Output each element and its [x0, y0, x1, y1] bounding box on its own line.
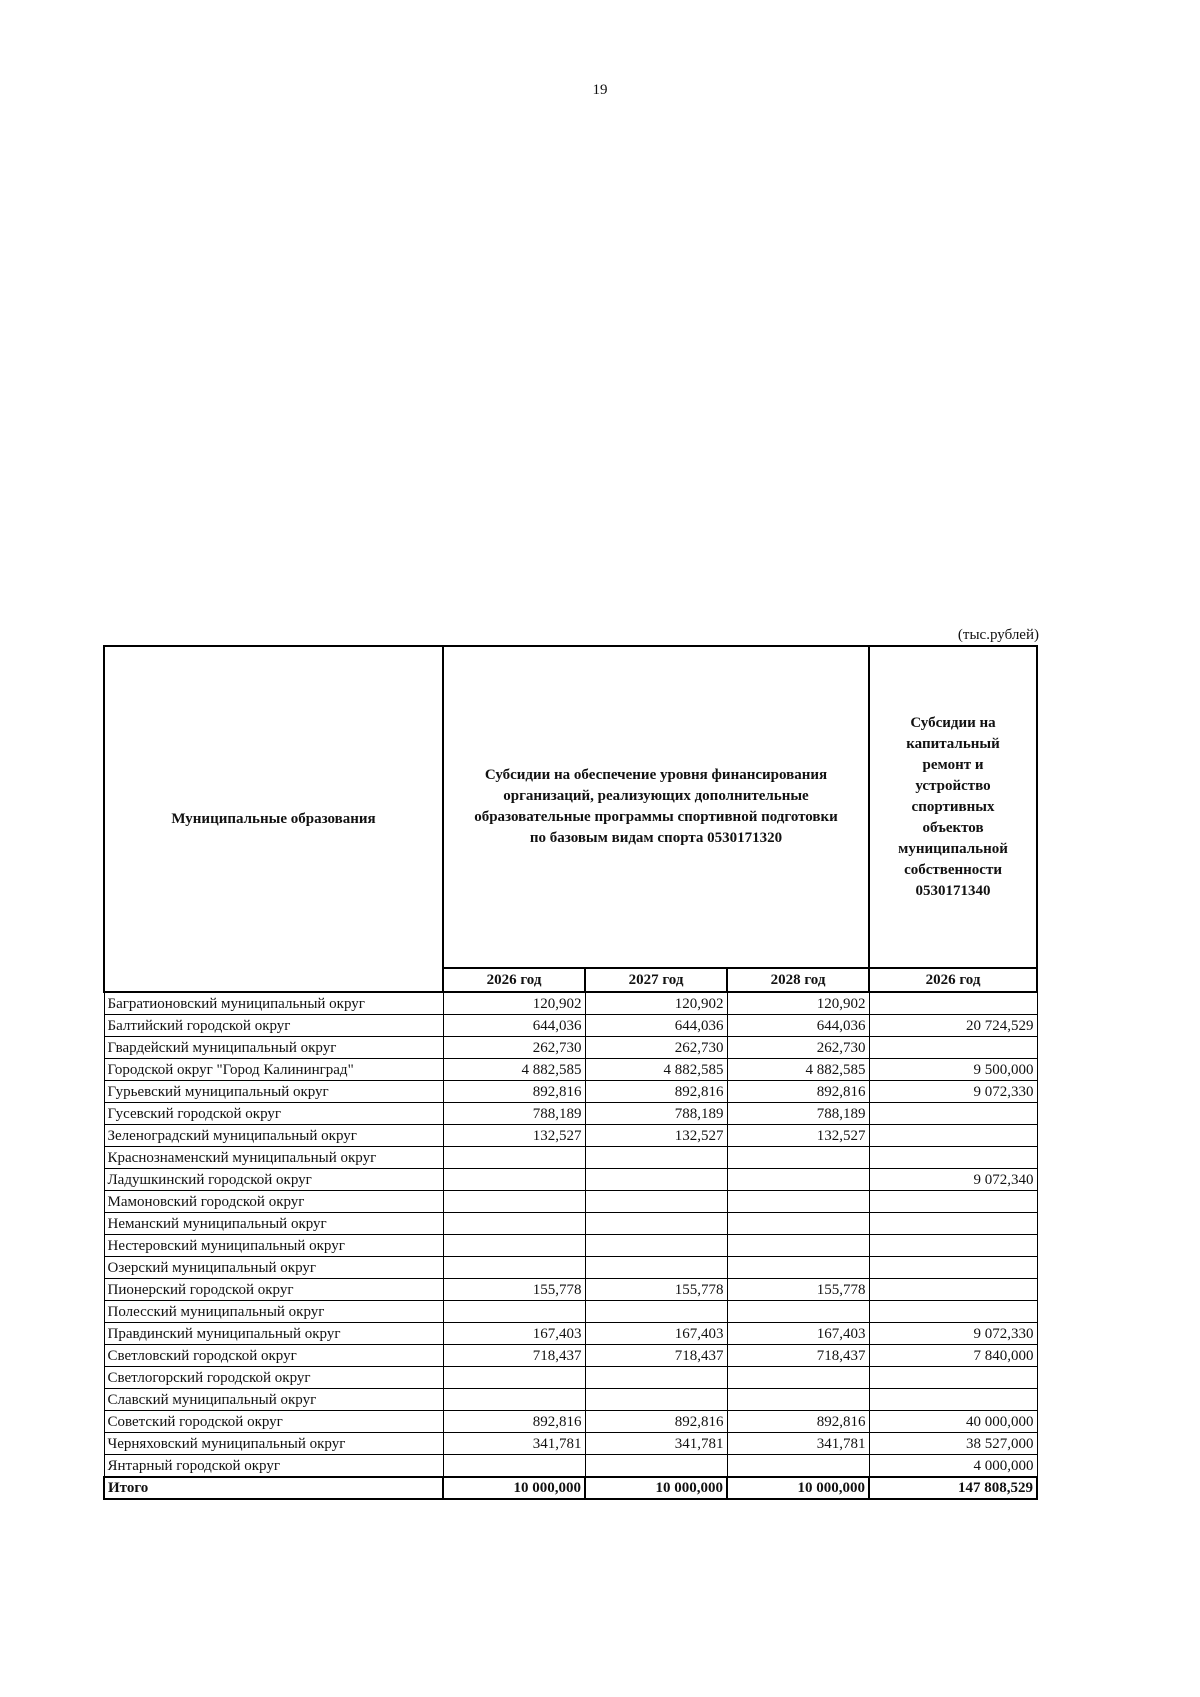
row-2027: 644,036 [585, 1015, 727, 1037]
row-capital-2026 [869, 1235, 1037, 1257]
row-2027 [585, 1235, 727, 1257]
total-capital-2026: 147 808,529 [869, 1477, 1037, 1499]
row-2028: 341,781 [727, 1433, 869, 1455]
row-capital-2026 [869, 1389, 1037, 1411]
row-2028: 132,527 [727, 1125, 869, 1147]
row-capital-2026 [869, 1125, 1037, 1147]
row-name: Правдинский муниципальный округ [104, 1323, 443, 1345]
row-2028 [727, 1389, 869, 1411]
header-year-2026: 2026 год [443, 968, 585, 992]
row-2027 [585, 1257, 727, 1279]
row-2027: 262,730 [585, 1037, 727, 1059]
row-2028: 120,902 [727, 992, 869, 1015]
row-2028: 167,403 [727, 1323, 869, 1345]
row-capital-2026: 4 000,000 [869, 1455, 1037, 1478]
table-row [104, 1389, 1037, 1411]
row-2028: 718,437 [727, 1345, 869, 1367]
table-row [104, 1037, 1037, 1059]
table-row [104, 1125, 1037, 1147]
table-body [104, 992, 1037, 1477]
total-label: Итого [104, 1477, 443, 1499]
row-name: Озерский муниципальный округ [104, 1257, 443, 1279]
row-2028 [727, 1213, 869, 1235]
row-2027 [585, 1213, 727, 1235]
row-2026: 167,403 [443, 1323, 585, 1345]
row-capital-2026: 20 724,529 [869, 1015, 1037, 1037]
row-capital-2026 [869, 1301, 1037, 1323]
row-2026 [443, 1367, 585, 1389]
row-capital-2026: 7 840,000 [869, 1345, 1037, 1367]
row-2028 [727, 1301, 869, 1323]
header-year-2028: 2028 год [727, 968, 869, 992]
row-2027 [585, 1455, 727, 1478]
row-2027: 341,781 [585, 1433, 727, 1455]
row-name: Янтарный городской округ [104, 1455, 443, 1478]
row-2027: 155,778 [585, 1279, 727, 1301]
row-2028: 892,816 [727, 1411, 869, 1433]
page-number: 19 [592, 82, 608, 98]
row-name: Балтийский городской округ [104, 1015, 443, 1037]
row-2026 [443, 1389, 585, 1411]
table-row [104, 1367, 1037, 1389]
row-name: Советский городской округ [104, 1411, 443, 1433]
row-name: Краснознаменский муниципальный округ [104, 1147, 443, 1169]
table-row [104, 1257, 1037, 1279]
row-name: Черняховский муниципальный округ [104, 1433, 443, 1455]
row-2026 [443, 1257, 585, 1279]
row-capital-2026 [869, 1103, 1037, 1125]
row-2026: 262,730 [443, 1037, 585, 1059]
subsidies-table [103, 645, 1038, 1500]
row-2026 [443, 1169, 585, 1191]
row-2028 [727, 1257, 869, 1279]
header-year-2027: 2027 год [585, 968, 727, 992]
table-row [104, 1455, 1037, 1478]
row-2026: 718,437 [443, 1345, 585, 1367]
row-capital-2026 [869, 1213, 1037, 1235]
row-name: Зеленоградский муниципальный округ [104, 1125, 443, 1147]
header-capital-repair-subsidy: Субсидии на капитальный ремонт и устройство спортивных объектов муниципальной собственности 0530171340 [869, 646, 1037, 968]
row-name: Мамоновский городской округ [104, 1191, 443, 1213]
row-capital-2026: 9 500,000 [869, 1059, 1037, 1081]
row-2026: 788,189 [443, 1103, 585, 1125]
row-2026 [443, 1455, 585, 1478]
row-2028: 155,778 [727, 1279, 869, 1301]
table-row [104, 1103, 1037, 1125]
row-2026: 644,036 [443, 1015, 585, 1037]
table-row [104, 1345, 1037, 1367]
units-label: (тыс.рублей) [957, 627, 1039, 643]
row-2026 [443, 1235, 585, 1257]
header-funding-subsidy: Субсидии на обеспечение уровня финансирования организаций, реализующих дополнительные образовательные программы спортивной подготовки по базовым видам спорта 0530171320 [443, 646, 869, 968]
row-2026: 155,778 [443, 1279, 585, 1301]
table-row [104, 1081, 1037, 1103]
row-capital-2026: 9 072,330 [869, 1081, 1037, 1103]
header-municipalities: Муниципальные образования [104, 646, 443, 992]
table-row [104, 1147, 1037, 1169]
row-2026 [443, 1213, 585, 1235]
table-row [104, 1213, 1037, 1235]
row-2026 [443, 1301, 585, 1323]
row-2027: 892,816 [585, 1081, 727, 1103]
table-row [104, 1411, 1037, 1433]
row-2026: 120,902 [443, 992, 585, 1015]
row-name: Светлогорский городской округ [104, 1367, 443, 1389]
table-row [104, 992, 1037, 1015]
total-2028: 10 000,000 [727, 1477, 869, 1499]
row-2027: 167,403 [585, 1323, 727, 1345]
table-row [104, 1169, 1037, 1191]
row-name: Славский муниципальный округ [104, 1389, 443, 1411]
row-capital-2026: 40 000,000 [869, 1411, 1037, 1433]
row-2026: 4 882,585 [443, 1059, 585, 1081]
row-2027 [585, 1147, 727, 1169]
row-2028 [727, 1367, 869, 1389]
table-row [104, 1015, 1037, 1037]
row-2027 [585, 1389, 727, 1411]
row-capital-2026 [869, 1279, 1037, 1301]
row-2028 [727, 1455, 869, 1478]
row-name: Багратионовский муниципальный округ [104, 992, 443, 1015]
row-2028 [727, 1147, 869, 1169]
total-2026: 10 000,000 [443, 1477, 585, 1499]
row-2028: 644,036 [727, 1015, 869, 1037]
row-name: Неманский муниципальный округ [104, 1213, 443, 1235]
row-2028: 262,730 [727, 1037, 869, 1059]
table-row [104, 1279, 1037, 1301]
row-2028: 4 882,585 [727, 1059, 869, 1081]
table-row [104, 1301, 1037, 1323]
total-row [104, 1477, 1037, 1499]
header-capital-year-2026: 2026 год [869, 968, 1037, 992]
row-name: Ладушкинский городской округ [104, 1169, 443, 1191]
row-2027 [585, 1367, 727, 1389]
row-2026: 892,816 [443, 1411, 585, 1433]
row-capital-2026 [869, 1367, 1037, 1389]
row-2028 [727, 1169, 869, 1191]
row-name: Городской округ "Город Калининград" [104, 1059, 443, 1081]
table-row [104, 1433, 1037, 1455]
row-2027: 4 882,585 [585, 1059, 727, 1081]
row-name: Полесский муниципальный округ [104, 1301, 443, 1323]
row-capital-2026 [869, 1147, 1037, 1169]
row-capital-2026 [869, 1191, 1037, 1213]
row-2028 [727, 1191, 869, 1213]
row-capital-2026 [869, 1037, 1037, 1059]
row-name: Нестеровский муниципальный округ [104, 1235, 443, 1257]
row-2028: 788,189 [727, 1103, 869, 1125]
row-2026 [443, 1191, 585, 1213]
row-name: Светловский городской округ [104, 1345, 443, 1367]
row-2027: 132,527 [585, 1125, 727, 1147]
row-2027 [585, 1191, 727, 1213]
row-2027: 788,189 [585, 1103, 727, 1125]
row-capital-2026: 9 072,340 [869, 1169, 1037, 1191]
row-2026 [443, 1147, 585, 1169]
row-capital-2026 [869, 992, 1037, 1015]
row-2027: 120,902 [585, 992, 727, 1015]
row-name: Гурьевский муниципальный округ [104, 1081, 443, 1103]
row-name: Пионерский городской округ [104, 1279, 443, 1301]
row-2027 [585, 1169, 727, 1191]
row-capital-2026 [869, 1257, 1037, 1279]
row-2028: 892,816 [727, 1081, 869, 1103]
table-row [104, 1191, 1037, 1213]
row-2026: 341,781 [443, 1433, 585, 1455]
row-2027: 718,437 [585, 1345, 727, 1367]
row-2027 [585, 1301, 727, 1323]
row-capital-2026: 9 072,330 [869, 1323, 1037, 1345]
table-row [104, 1235, 1037, 1257]
row-capital-2026: 38 527,000 [869, 1433, 1037, 1455]
row-name: Гусевский городской округ [104, 1103, 443, 1125]
table-row [104, 1059, 1037, 1081]
row-name: Гвардейский муниципальный округ [104, 1037, 443, 1059]
row-2028 [727, 1235, 869, 1257]
total-2027: 10 000,000 [585, 1477, 727, 1499]
table-row [104, 1323, 1037, 1345]
row-2026: 132,527 [443, 1125, 585, 1147]
row-2026: 892,816 [443, 1081, 585, 1103]
row-2027: 892,816 [585, 1411, 727, 1433]
